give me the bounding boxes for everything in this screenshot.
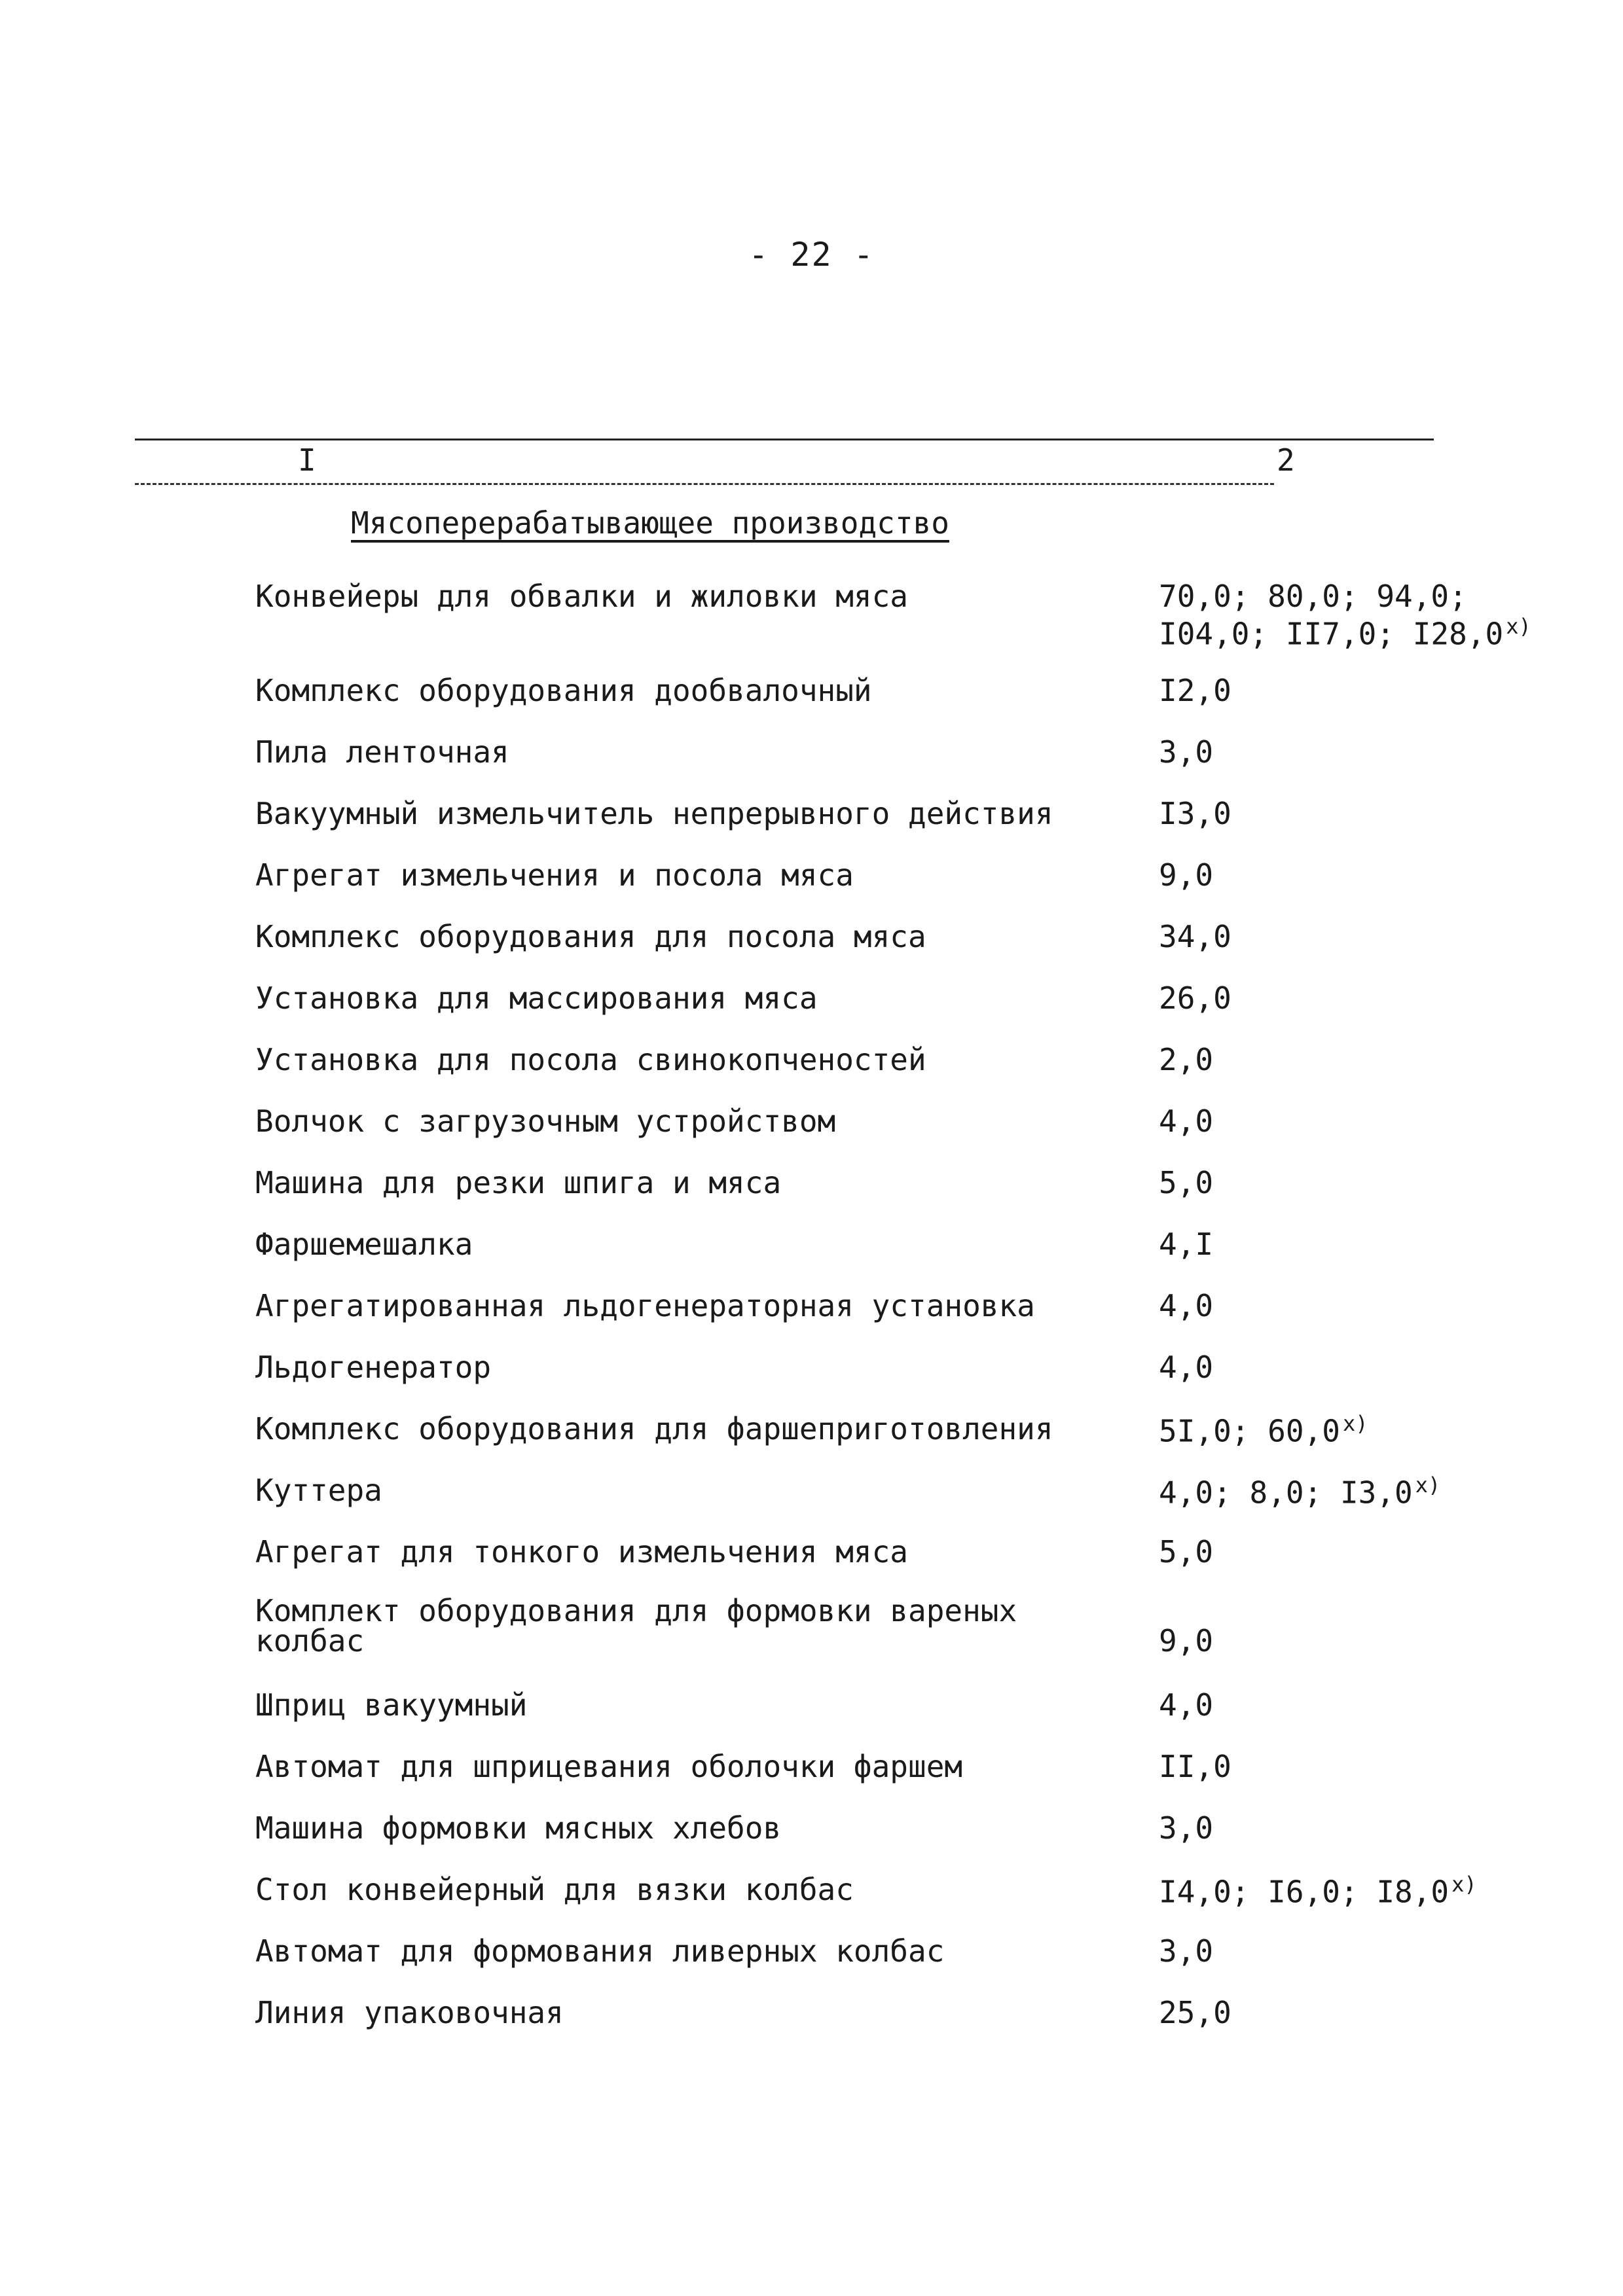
item-value: 3,0	[1159, 1933, 1214, 1969]
item-value: 4,0	[1159, 1350, 1214, 1385]
item-value: 70,0; 80,0; 94,0; I04,0; II7,0; I28,0 $^{x)}$	[1159, 579, 1531, 652]
item-name: Установка для массирования мяса	[255, 980, 818, 1016]
item-name: Линия упаковочная	[255, 1995, 564, 2030]
item-value: 2,0	[1159, 1042, 1214, 1077]
footnote-mark: x)	[1506, 614, 1531, 639]
item-name: Куттера	[255, 1473, 382, 1508]
item-value: 4,0; 8,0; I3,0 $^{x)}$	[1159, 1473, 1441, 1511]
item-value: 25,0	[1159, 1995, 1231, 2030]
item-value: 4,I	[1159, 1227, 1214, 1262]
item-value: 3,0	[1159, 1810, 1214, 1846]
item-name: Агрегат для тонкого измельчения мяса	[255, 1534, 908, 1570]
item-value: 26,0	[1159, 980, 1231, 1016]
item-value: 5,0	[1159, 1534, 1214, 1570]
item-value: 4,0	[1159, 1687, 1214, 1723]
item-name: Конвейеры для обвалки и жиловки мяса	[255, 579, 908, 614]
item-name: Агрегат измельчения и посола мяса	[255, 857, 854, 893]
item-name: Машина для резки шпига и мяса	[255, 1165, 782, 1200]
item-name: Комплекс оборудования для фаршеприготовления	[255, 1411, 1053, 1446]
table-top-rule	[135, 439, 1434, 440]
item-name: Вакуумный измельчитель непрерывного действия	[255, 796, 1053, 831]
item-name: Автомат для формования ливерных колбас	[255, 1933, 945, 1969]
item-name: Комплекс оборудования для посола мяса	[255, 919, 926, 954]
item-name: Агрегатированная льдогенераторная установка	[255, 1288, 1035, 1323]
footnote-mark: x)	[1415, 1473, 1441, 1498]
item-value: 5,0	[1159, 1165, 1214, 1200]
table-header-rule	[135, 483, 1274, 485]
item-value: II,0	[1159, 1749, 1231, 1784]
item-name: Фаршемешалка	[255, 1227, 473, 1262]
item-name: Автомат для шприцевания оболочки фаршем	[255, 1749, 963, 1784]
item-name: Комплект оборудования для формовки вареных колбас	[255, 1593, 1017, 1659]
item-name: Комплекс оборудования дообвалочный	[255, 673, 872, 708]
item-value: 4,0	[1159, 1103, 1214, 1139]
item-name: Льдогенератор	[255, 1350, 492, 1385]
item-value: 9,0	[1159, 857, 1214, 893]
item-name: Машина формовки мясных хлебов	[255, 1810, 782, 1846]
item-name: Установка для посола свинокопченостей	[255, 1042, 926, 1077]
column-header-right: 2	[1277, 442, 1295, 478]
item-value: 3,0	[1159, 734, 1214, 770]
item-value: 9,0	[1159, 1623, 1214, 1659]
item-name: Волчок с загрузочным устройством	[255, 1103, 836, 1139]
item-name: Шприц вакуумный	[255, 1687, 528, 1723]
item-value: I4,0; I6,0; I8,0 $^{x)}$	[1159, 1872, 1477, 1910]
footnote-mark: x)	[1451, 1872, 1477, 1897]
item-value: I2,0	[1159, 673, 1231, 708]
item-name: Пила ленточная	[255, 734, 509, 770]
column-header-left: I	[298, 442, 316, 478]
page-number: - 22 -	[748, 236, 875, 274]
item-value: 4,0	[1159, 1288, 1214, 1323]
footnote-mark: x)	[1342, 1411, 1368, 1436]
item-value: 5I,0; 60,0 $^{x)}$	[1159, 1411, 1368, 1449]
item-value: 34,0	[1159, 919, 1231, 954]
section-title: Мясоперерабатывающее производство	[351, 505, 949, 541]
item-name: Стол конвейерный для вязки колбас	[255, 1872, 854, 1907]
item-value: I3,0	[1159, 796, 1231, 831]
